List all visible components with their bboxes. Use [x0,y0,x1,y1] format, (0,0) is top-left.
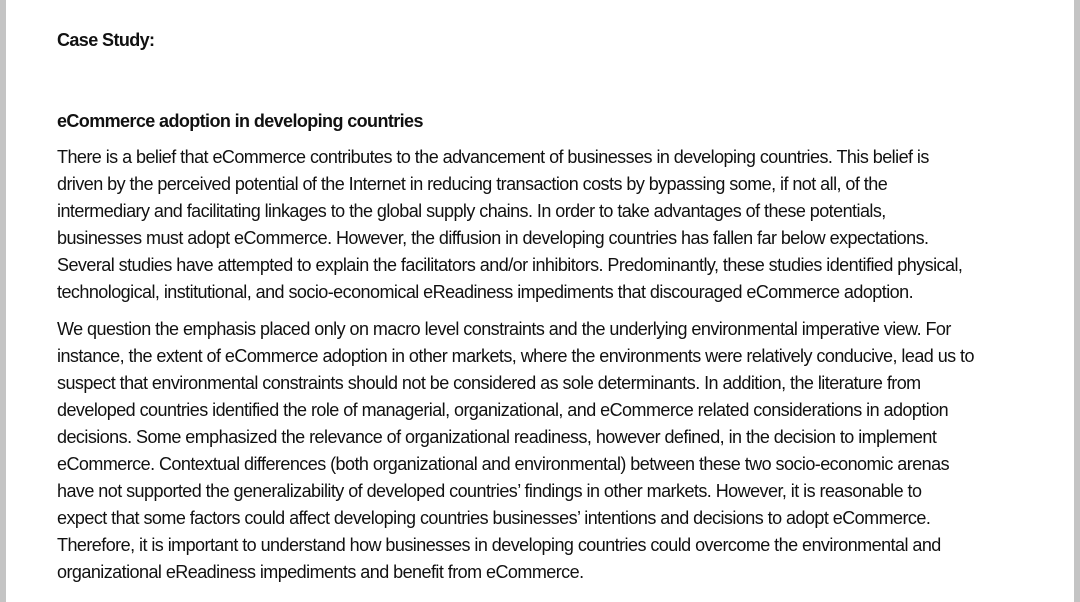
paragraph-line: have not supported the generalizability of developed countries’ findings in other markets. However, it is reasonable to [57,481,922,501]
paragraph-line: decisions. Some emphasized the relevance of organizational readiness, however defined, in the decision to implement [57,427,937,447]
paragraph-line: developed countries identified the role of managerial, organizational, and eCommerce related considerations in adoption [57,400,949,420]
paragraph-2 [57,316,1032,586]
paragraph-line: expect that some factors could affect developing countries businesses’ intentions and decisions to adopt eCommerce. [57,508,931,528]
paragraph-line: technological, institutional, and socio-economical eReadiness impediments that discouraged eCommerce adoption. [57,282,914,302]
document-page [6,0,1074,602]
paragraph-line: driven by the perceived potential of the Internet in reducing transaction costs by bypassing some, if not all, of the [57,174,888,194]
case-study-label: Case Study: [57,30,155,50]
paragraph-line: intermediary and facilitating linkages to the global supply chains. In order to take advantages of these potentials, [57,201,886,221]
document-content [57,27,1032,586]
paragraph-line: Therefore, it is important to understand how businesses in developing countries could overcome the environmental and [57,535,941,555]
paragraph-line: We question the emphasis placed only on macro level constraints and the underlying environmental imperative view. For [57,319,951,339]
paragraph-line: There is a belief that eCommerce contributes to the advancement of businesses in developing countries. This belief is [57,147,929,167]
paragraph-line: eCommerce. Contextual differences (both organizational and environmental) between these two socio-economic arenas [57,454,950,474]
paragraph-line: instance, the extent of eCommerce adoption in other markets, where the environments were relatively conducive, lead us to [57,346,974,366]
paragraph-line: organizational eReadiness impediments and benefit from eCommerce. [57,562,584,582]
case-study-title: eCommerce adoption in developing countries [57,111,423,131]
paragraph-line: Several studies have attempted to explain the facilitators and/or inhibitors. Predominantly, these studies identified physical, [57,255,963,275]
paragraph-line: businesses must adopt eCommerce. However, the diffusion in developing countries has fallen far below expectations. [57,228,929,248]
paragraph-line: suspect that environmental constraints should not be considered as sole determinants. In addition, the literature from [57,373,921,393]
paragraph-1 [57,144,1032,306]
